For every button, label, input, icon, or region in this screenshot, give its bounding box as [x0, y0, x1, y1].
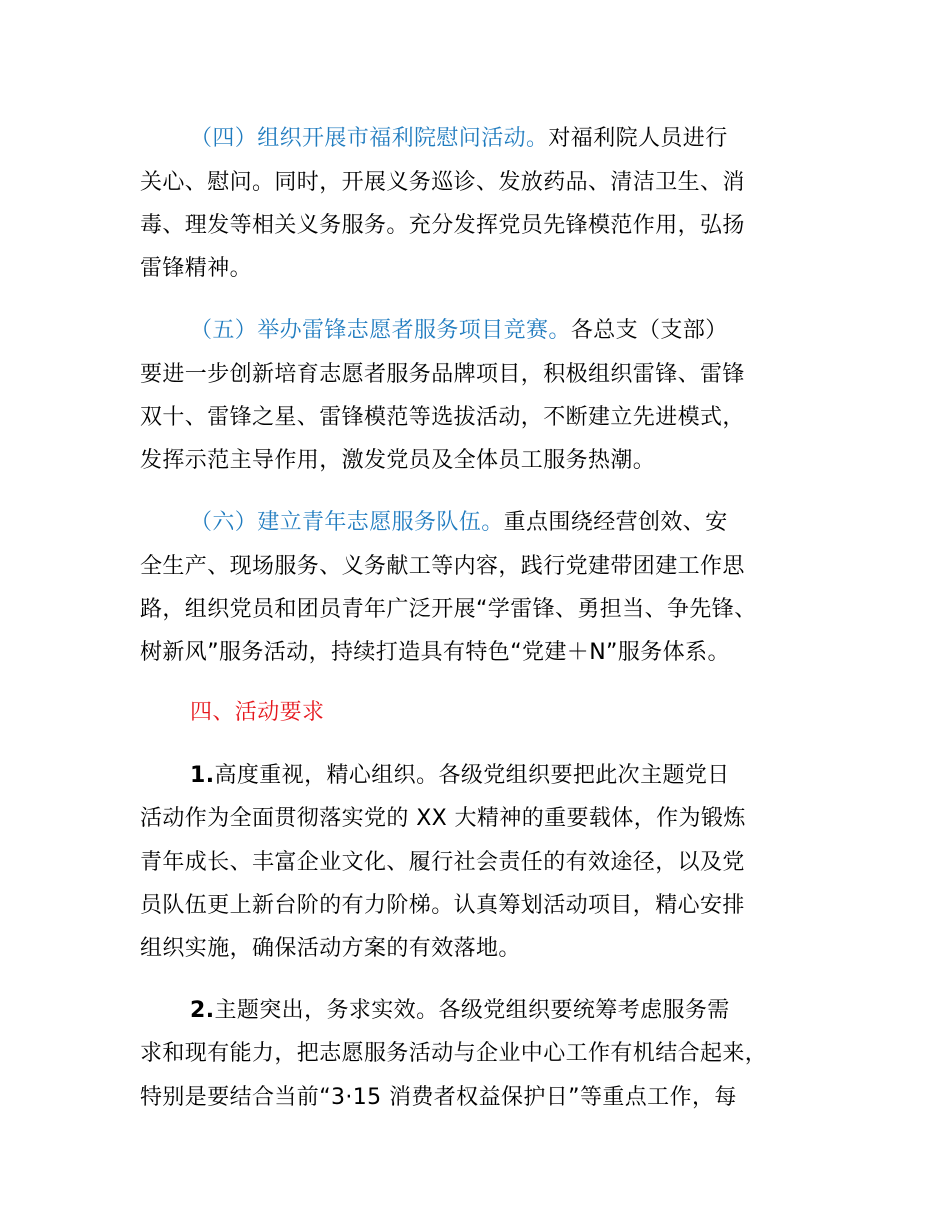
- paragraph-text: 主题突出，务求实效。各级党组织要统筹考虑服务需: [214, 998, 730, 1023]
- item-number: 2.: [190, 998, 215, 1023]
- paragraph-line: 双十、雷锋之星、雷锋模范等选拔活动，不断建立先进模式，: [140, 405, 745, 430]
- section-heading: （四）组织开展市福利院慰问活动。: [190, 126, 549, 151]
- paragraph-line: 青年成长、丰富企业文化、履行社会责任的有效途径，以及党: [140, 850, 745, 875]
- paragraph-line: 发挥示范主导作用，激发党员及全体员工服务热潮。: [140, 448, 656, 473]
- paragraph-text: 各总支（支部）: [570, 318, 728, 343]
- paragraph-line: [190, 124, 728, 154]
- paragraph-line: 树新风”服务活动，持续打造具有特色“党建＋N”服务体系。: [140, 640, 730, 665]
- paragraph-line: 要进一步创新培育志愿者服务品牌项目，积极组织雷锋、雷锋: [140, 362, 745, 387]
- paragraph-line: 求和现有能力，把志愿服务活动与企业中心工作有机结合起来，: [140, 1041, 768, 1066]
- paragraph-line: 特别是要结合当前“3·15 消费者权益保护日”等重点工作，每: [140, 1085, 737, 1110]
- section-heading: （五）举办雷锋志愿者服务项目竞赛。: [190, 318, 571, 343]
- paragraph-text: 高度重视，精心组织。各级党组织要把此次主题党日: [214, 763, 730, 788]
- chapter-heading: 四、活动要求: [190, 700, 325, 725]
- paragraph-line: 组织实施，确保活动方案的有效落地。: [140, 936, 521, 961]
- paragraph-line: 员队伍更上新台阶的有力阶梯。认真筹划活动项目，精心安排: [140, 893, 745, 918]
- paragraph-line: [190, 316, 728, 346]
- section-heading: （六）建立青年志愿服务队伍。: [190, 510, 504, 535]
- item-number: 1.: [190, 763, 215, 788]
- paragraph-line: [190, 996, 730, 1026]
- paragraph-line: 毒、理发等相关义务服务。充分发挥党员先锋模范作用，弘扬: [140, 213, 745, 238]
- paragraph-line: 雷锋精神。: [140, 256, 253, 281]
- paragraph-line: 全生产、现场服务、义务献工等内容，践行党建带团建工作思: [140, 554, 745, 579]
- paragraph-line: [190, 761, 730, 791]
- paragraph-line: 路，组织党员和团员青年广泛开展“学雷锋、勇担当、争先锋、: [140, 597, 757, 622]
- paragraph-line: [190, 508, 728, 538]
- paragraph-line: 活动作为全面贯彻落实党的 XX 大精神的重要载体，作为锻炼: [140, 806, 746, 831]
- paragraph-text: 对福利院人员进行: [548, 126, 728, 151]
- paragraph-text: 重点围绕经营创效、安: [503, 510, 728, 535]
- paragraph-line: 关心、慰问。同时，开展义务巡诊、发放药品、清洁卫生、消: [140, 170, 745, 195]
